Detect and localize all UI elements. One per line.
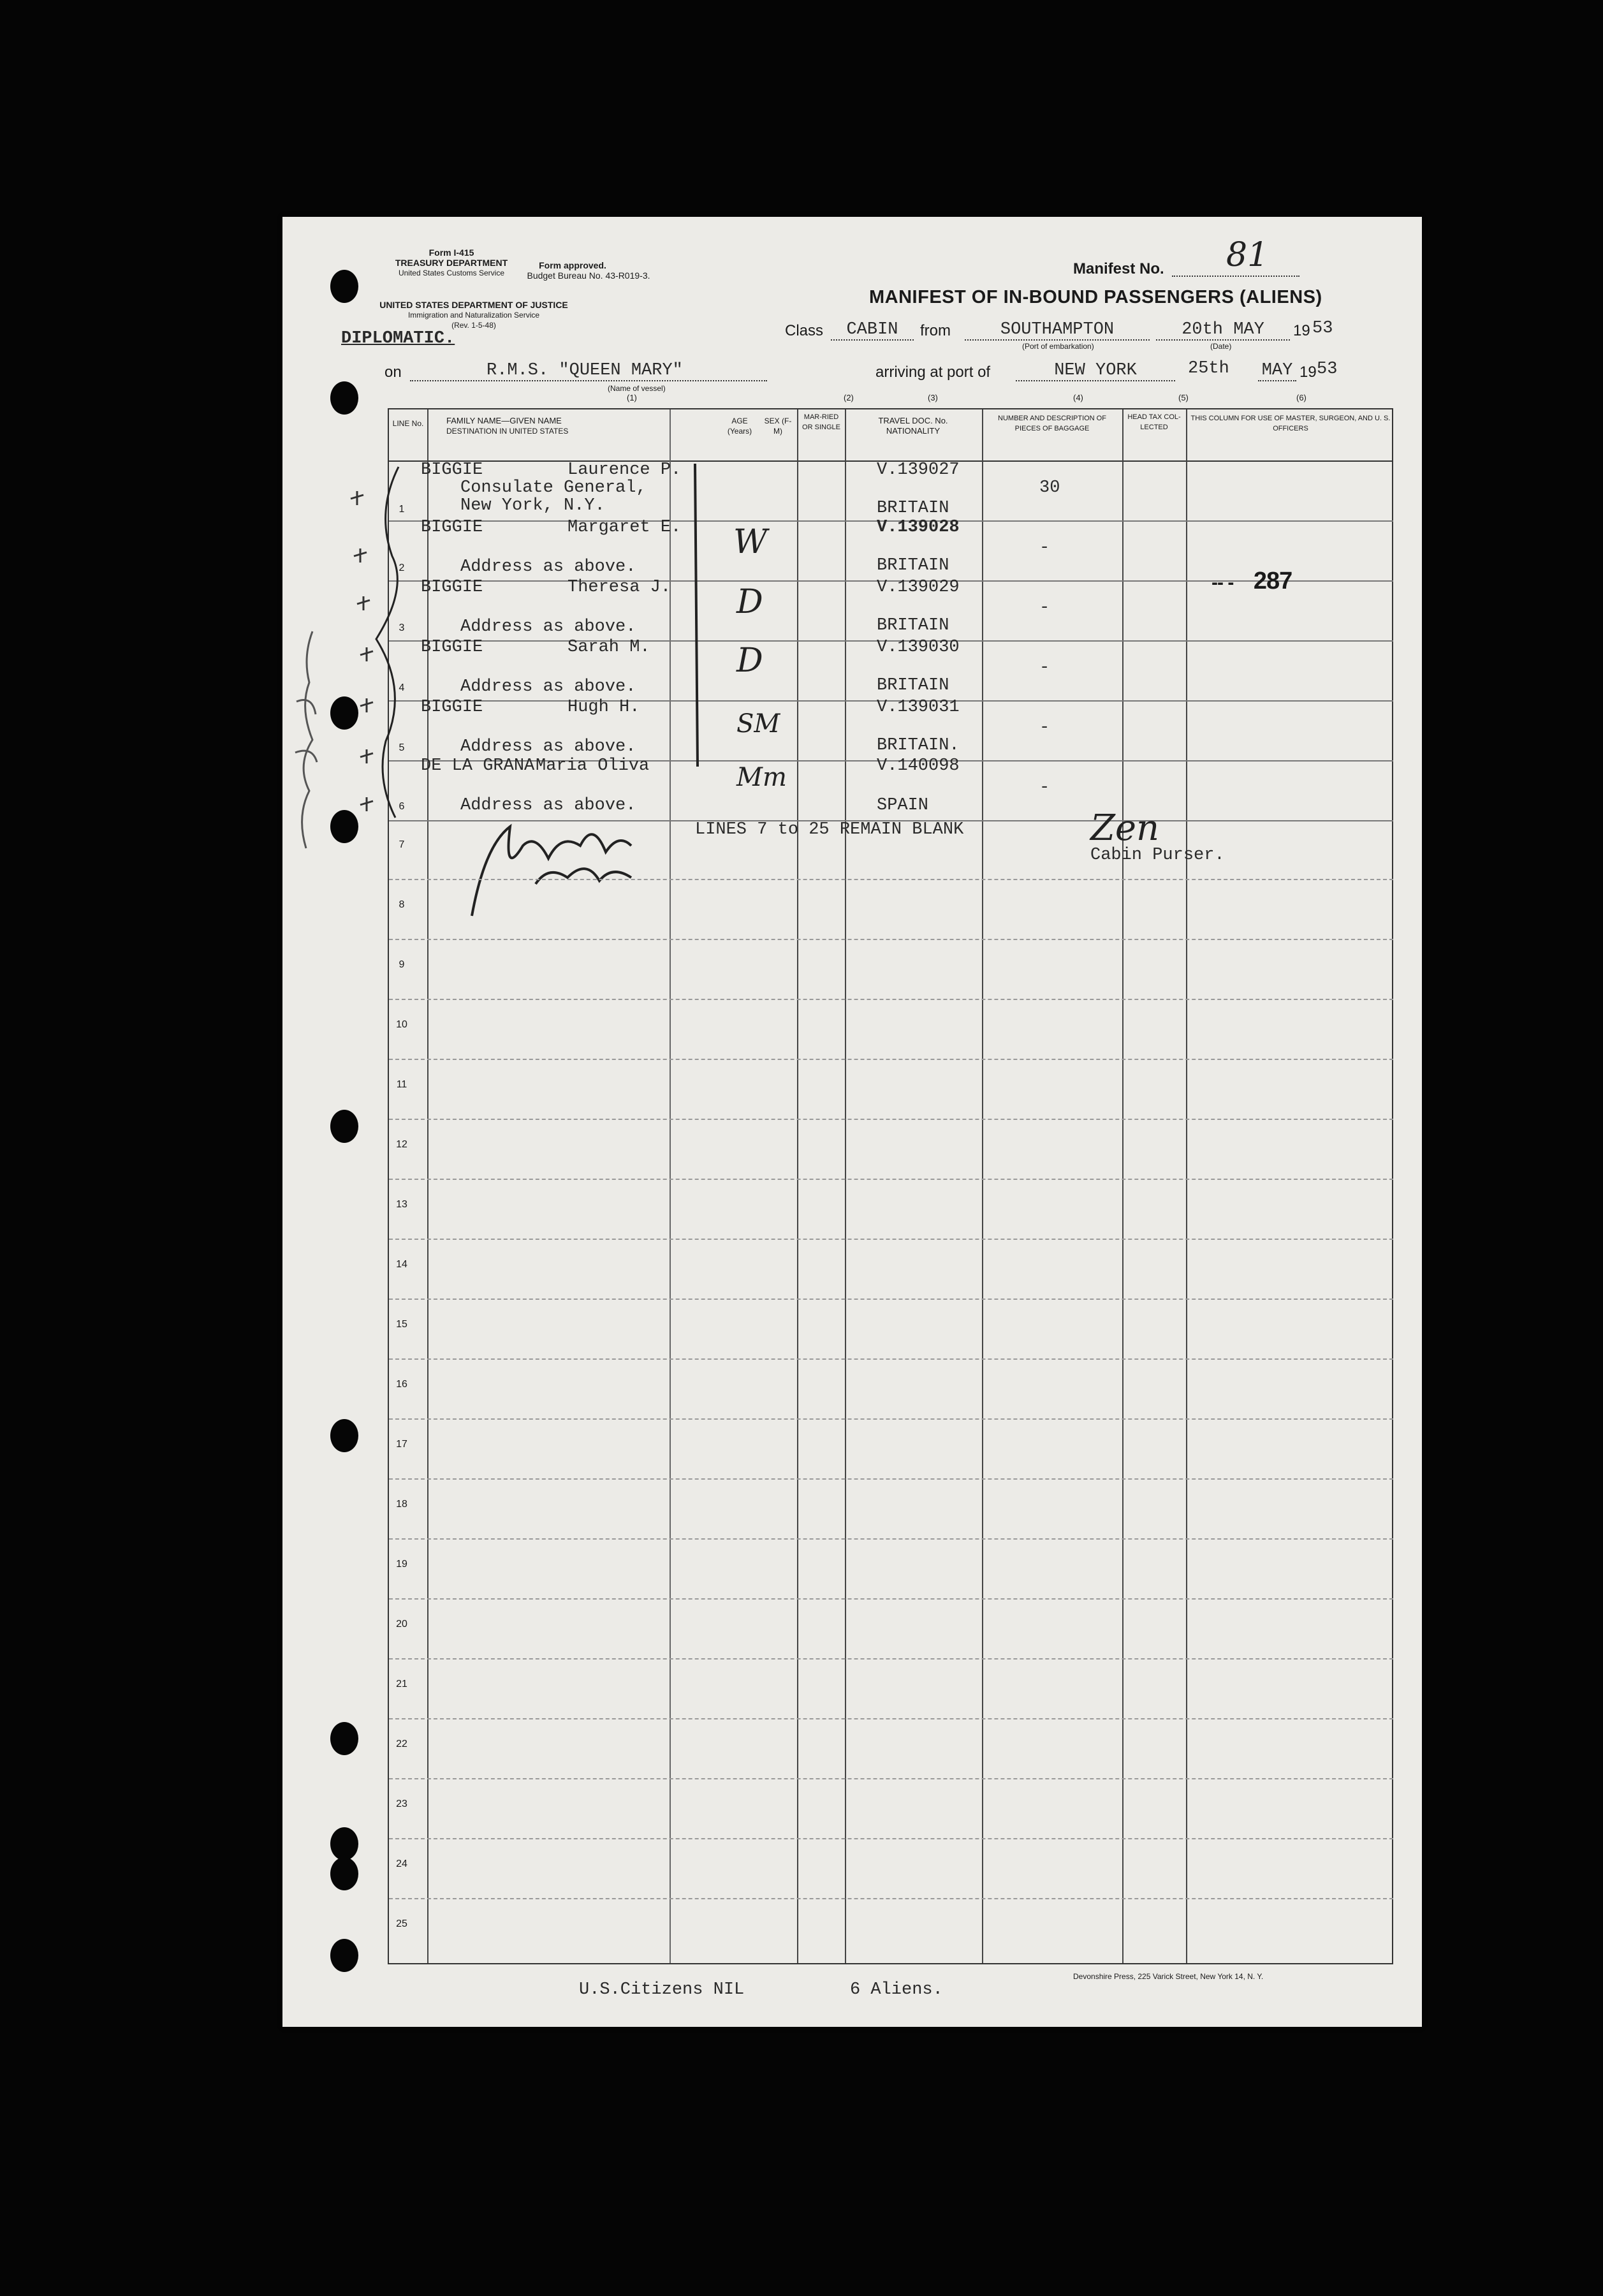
treasury-dept: TREASURY DEPARTMENT [395, 258, 508, 268]
baggage: - [1039, 658, 1050, 677]
class-value: CABIN [831, 320, 914, 341]
header-line-no: LINE No. [392, 419, 424, 428]
stamp-287: 287 [1253, 568, 1292, 594]
from-value: SOUTHAMPTON [965, 320, 1150, 341]
table-row [389, 640, 1393, 700]
col-num-1: (1) [627, 393, 637, 402]
line-number: 23 [396, 1799, 407, 1809]
age-bracket [689, 460, 708, 779]
purser-title: Cabin Purser. [1090, 846, 1225, 865]
line-number: 7 [399, 839, 405, 850]
destination-line2: Address as above. [460, 737, 636, 756]
nationality: BRITAIN [877, 556, 949, 575]
line-number: 10 [396, 1019, 407, 1030]
nationality: SPAIN [877, 796, 929, 815]
family-name: DE LA GRANA [421, 756, 535, 776]
approved-text: Form approved. [539, 260, 606, 270]
handwritten-mark: W [733, 523, 768, 561]
punch-hole [330, 1722, 358, 1755]
destination-line2: New York, N.Y. [460, 496, 605, 515]
line-number: 15 [396, 1319, 407, 1330]
table-row [389, 700, 1393, 760]
header-destination: DESTINATION IN UNITED STATES [446, 427, 569, 436]
date-caption: (Date) [1210, 342, 1232, 351]
line-number: 22 [396, 1739, 407, 1749]
destination-line2: Address as above. [460, 557, 636, 577]
port-embark-caption: (Port of embarkation) [1022, 342, 1094, 351]
form-number: Form I-415 [428, 247, 474, 258]
header-nationality: NATIONALITY [886, 426, 941, 436]
travel-doc-no: V.139031 [877, 698, 960, 717]
diplomatic-label: DIPLOMATIC. [341, 329, 455, 348]
arrival-year-prefix: 19 [1299, 364, 1317, 381]
destination-line2: Address as above. [460, 677, 636, 696]
on-label: on [384, 364, 402, 381]
line-number: 9 [399, 959, 405, 970]
given-name: Maria Oliva [536, 756, 650, 776]
manifest-no-label: Manifest No. [1073, 260, 1164, 277]
family-name: BIGGIE [421, 638, 483, 657]
baggage: 30 [1039, 478, 1060, 497]
nationality: BRITAIN [877, 676, 949, 695]
header-married: MAR-RIED OR SINGLE [802, 413, 840, 431]
depart-day: 20th MAY [1156, 320, 1290, 341]
table-row [389, 460, 1393, 520]
line-number: 17 [396, 1439, 407, 1450]
blank-rows [389, 807, 1393, 1963]
line-number: 2 [399, 563, 405, 573]
handwritten-brace [338, 460, 440, 830]
header-age: AGE (Years) [727, 416, 752, 436]
punch-hole [330, 1939, 358, 1972]
vessel-name: R.M.S. "QUEEN MARY" [410, 361, 767, 381]
punch-hole [330, 381, 358, 415]
arrival-year: 53 [1317, 360, 1338, 379]
given-name: Theresa J. [567, 578, 671, 597]
baggage: - [1039, 598, 1050, 617]
baggage: - [1039, 718, 1050, 737]
aliens-count: 6 Aliens. [850, 1980, 943, 1999]
justice-dept: UNITED STATES DEPARTMENT OF JUSTICE [379, 300, 568, 310]
family-name: BIGGIE [421, 518, 483, 537]
line-number: 19 [396, 1559, 407, 1570]
handwritten-side-note [284, 625, 328, 855]
stamp-number: -- - 287 [1211, 568, 1292, 594]
family-name: BIGGIE [421, 578, 483, 597]
col-num-6: (6) [1296, 393, 1307, 402]
line-number: 1 [399, 504, 405, 515]
travel-doc-no: V.140098 [877, 756, 960, 776]
us-citizens-count: U.S.Citizens NIL [579, 1980, 745, 1999]
line-number: 5 [399, 742, 405, 753]
travel-doc-no: V.139029 [877, 578, 960, 597]
line-number: 6 [399, 801, 405, 812]
line-number: 25 [396, 1918, 407, 1929]
nationality: BRITAIN. [877, 736, 960, 755]
header-officers: THIS COLUMN FOR USE OF MASTER, SURGEON, AND U. S. OFFICERS [1190, 415, 1391, 432]
nationality: BRITAIN [877, 616, 949, 635]
destination-line2: Address as above. [460, 617, 636, 637]
manifest-table [388, 408, 1393, 1964]
vessel-caption: (Name of vessel) [608, 384, 666, 393]
baggage: - [1039, 778, 1050, 797]
col-num-3: (3) [928, 393, 938, 402]
blank-lines-note: LINES 7 to 25 REMAIN BLANK [695, 820, 964, 839]
handwritten-mark: D [736, 642, 763, 680]
officer-signature [440, 807, 708, 935]
header-travel-doc: TRAVEL DOC. No. [878, 416, 948, 425]
punch-hole [330, 1419, 358, 1452]
given-name: Laurence P. [567, 460, 682, 480]
line-number: 13 [396, 1199, 407, 1210]
arriving-label: arriving at port of [875, 364, 991, 381]
depart-year-prefix: 19 [1293, 322, 1310, 339]
depart-year: 53 [1312, 319, 1333, 338]
header-head-tax: HEAD TAX COL-LECTED [1127, 413, 1181, 431]
class-label: Class [785, 322, 824, 339]
passenger-rows [389, 460, 1393, 820]
manifest-page [282, 217, 1422, 2027]
handwritten-mark: SM [736, 709, 780, 739]
from-label: from [920, 322, 951, 339]
ins-service: Immigration and Naturalization Service [407, 311, 540, 320]
punch-hole [330, 1827, 358, 1860]
line-number: 11 [396, 1079, 407, 1090]
given-name: Margaret E. [567, 518, 682, 537]
line-number: 16 [396, 1379, 407, 1390]
header-sex: SEX (F-M) [764, 416, 792, 436]
line-number: 3 [399, 622, 405, 633]
punch-hole [330, 1110, 358, 1143]
travel-doc-no: V.139027 [877, 460, 960, 480]
col-num-2: (2) [844, 393, 854, 402]
header-baggage: NUMBER AND DESCRIPTION OF PIECES OF BAGGAGE [998, 415, 1106, 432]
purser-signature: Zen [1090, 807, 1160, 849]
line-number: 8 [399, 899, 405, 910]
manifest-no: 81 [1226, 236, 1269, 274]
manifest-no-line [1172, 276, 1299, 277]
col-num-4: (4) [1073, 393, 1083, 402]
col-num-5: (5) [1178, 393, 1189, 402]
given-name: Hugh H. [567, 698, 640, 717]
arrival-month: MAY [1258, 361, 1296, 381]
family-name: BIGGIE [421, 460, 483, 480]
header-name: FAMILY NAME—GIVEN NAME [446, 416, 562, 425]
destination-line2: Address as above. [460, 796, 636, 815]
travel-doc-no: V.139030 [877, 638, 960, 657]
printer-credit: Devonshire Press, 225 Varick Street, New York 14, N. Y. [1073, 1972, 1264, 1981]
manifest-title: MANIFEST OF IN-BOUND PASSENGERS (ALIENS) [869, 287, 1322, 307]
travel-doc-no: V.139028 [877, 518, 960, 537]
arrival-day: 25th [1188, 359, 1229, 378]
family-name: BIGGIE [421, 698, 483, 717]
destination-line1: Consulate General, [460, 478, 647, 497]
baggage: - [1039, 538, 1050, 557]
customs-service: United States Customs Service [398, 269, 505, 277]
line-number: 18 [396, 1499, 407, 1510]
given-name: Sarah M. [567, 638, 650, 657]
budget-text: Budget Bureau No. 43-R019-3. [527, 270, 650, 281]
handwritten-mark: D [736, 583, 763, 621]
line-number: 12 [396, 1139, 407, 1150]
arrival-port: NEW YORK [1016, 361, 1175, 381]
revision: (Rev. 1-5-48) [451, 321, 496, 330]
punch-hole [330, 270, 358, 303]
line-number: 20 [396, 1619, 407, 1630]
nationality: BRITAIN [877, 499, 949, 518]
line-number: 14 [396, 1259, 407, 1270]
line-number: 21 [396, 1679, 407, 1689]
line-number: 4 [399, 682, 405, 693]
punch-hole [330, 1857, 358, 1890]
line-number: 24 [396, 1858, 407, 1869]
handwritten-mark: Mm [736, 763, 787, 792]
